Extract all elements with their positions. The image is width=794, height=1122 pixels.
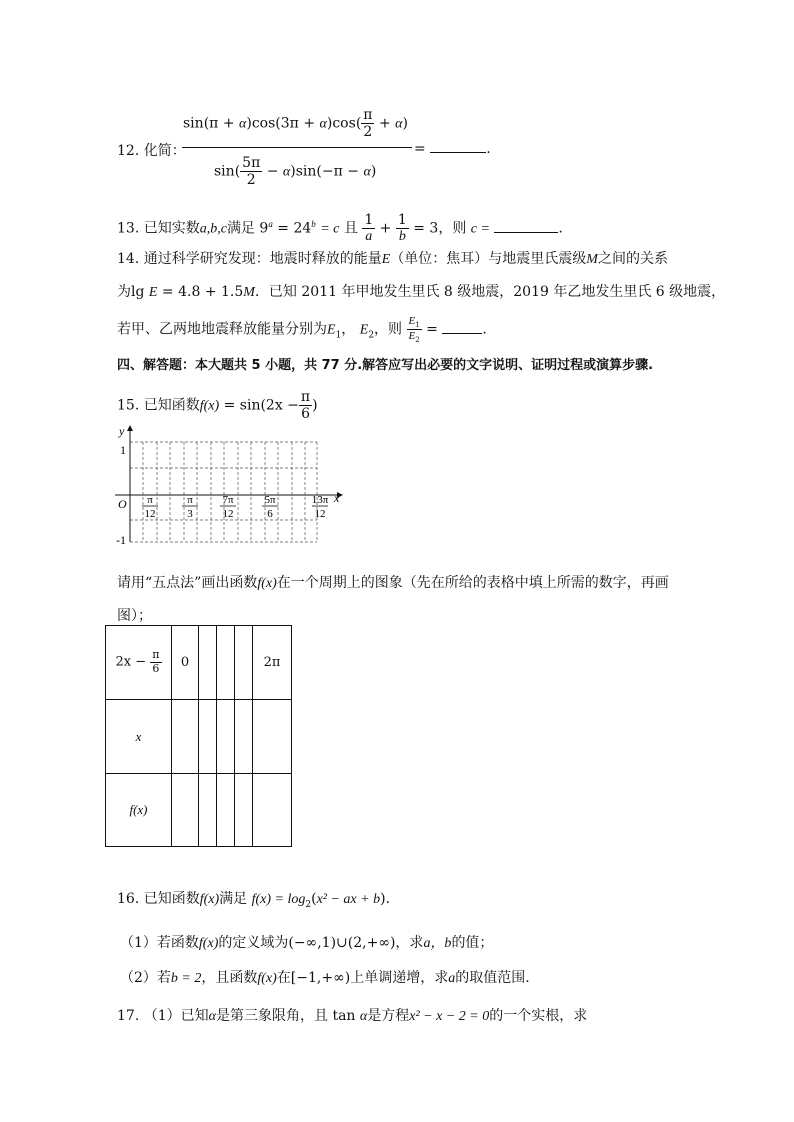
table-cell[interactable] [199,774,217,847]
y-axis-label: y [119,424,125,438]
x-tick-denominator: 6 [267,508,273,520]
table-cell[interactable] [235,774,253,847]
table-cell[interactable] [172,700,199,774]
q15-instruction-line1: 请用“五点法”画出函数f(x)在一个周期上的图象（先在所给的表格中填上所需的数字，再画 [117,575,669,591]
q17-statement: 17. （1）已知α是第三象限角，且 tan α是方程x² − x − 2 = 0的一个实根，求 [117,1008,588,1024]
row-label-2x-minus-pi6: 2x − $\frac{\pi}{6}$ [106,626,172,700]
q13-line: 13. 已知实数a,b,c满足 $9^a = 24^b = c$ 且 $\frac{1}{a}$ + $\frac{1}{b}$ = 3，则 c = . [117,212,563,245]
q16-part1: （1）若函数f(x)的定义域为(−∞,1)∪(2,+∞)，求a，b的值； [120,935,494,951]
q14-line1: 14. 通过科学研究发现：地震时释放的能量E（单位：焦耳）与地震里氏震级M之间的关系 [117,251,668,267]
table-cell[interactable] [253,774,292,847]
q15-instruction-line2: 图）； [117,608,152,624]
section-heading: 四、解答题：本大题共 5 小题，共 77 分.解答应写出必要的文字说明、证明过程或演算步骤. [117,358,654,373]
x-tick-numerator: π [147,494,153,506]
x-tick-numerator: 5π [264,494,276,506]
table-cell[interactable] [235,700,253,774]
x-tick-numerator: 13π [311,494,329,506]
x-tick-denominator: 3 [187,508,193,520]
table-cell[interactable] [253,700,292,774]
table-cell[interactable] [199,700,217,774]
table-cell[interactable] [217,774,235,847]
q16-statement: 16. 已知函数f(x)满足 $f(x) = \log_2(x^2$ − ax + b). [117,891,391,910]
x-axis-label: x [334,491,340,505]
x-tick-denominator: 12 [222,508,234,520]
origin-label: O [118,497,127,511]
q12-text: 化简： [143,143,186,159]
q13-answer-blank[interactable] [494,220,558,233]
q12-answer-blank[interactable] [430,140,486,153]
q14-line2: 为lg E = 4.8 + 1.5M．已知 2011 年甲地发生里氏 8 级地震，2019 年乙地发生里氏 6 级地震， [117,284,726,300]
y-tick-neg1: -1 [116,533,126,547]
q12-number: 12. [117,143,140,159]
table-cell[interactable] [199,626,217,700]
q12-label [117,140,186,160]
q16-part2: （2）若b = 2，且函数f(x)在[−1,+∞)上单调递增，求a的取值范围. [120,970,530,986]
table-cell[interactable] [235,626,253,700]
x-tick-numerator: π [187,494,193,506]
q15-statement: 15. 已知函数f(x) = sin(2x − $\frac{\pi}{6}$ ) [117,389,318,423]
q14-answer-blank[interactable] [442,321,482,334]
x-tick-denominator: 12 [314,508,326,520]
table-cell[interactable] [172,774,199,847]
row-label-fx: f(x) [106,774,172,847]
row-label-x: x [106,700,172,774]
table-cell[interactable] [217,626,235,700]
table-cell-0[interactable]: 0 [172,626,199,700]
q15-five-point-table [105,625,292,847]
table-cell-2pi[interactable]: 2π [253,626,292,700]
q15-graph-grid[interactable] [110,420,350,550]
grid-lines [130,442,317,542]
x-tick-numerator: 7π [222,494,234,506]
x-tick-denominator: 12 [144,508,156,520]
q12-answer: = . [414,141,491,157]
q12-fraction-bar [182,147,412,148]
q14-line3: 若甲、乙两地地震释放能量分别为$E_1$， $E_2$，则 $\frac{E_1}{E_2}$ = . [117,315,487,345]
y-tick-1: 1 [120,443,126,457]
q12-denominator: sin( $\frac{5\pi}{2}$ − α)sin(−π − α) [214,155,377,189]
q12-numerator: sin(π + α)cos(3π + α)cos( $\frac{\pi}{2}$ + α) [183,107,408,141]
table-cell[interactable] [217,700,235,774]
